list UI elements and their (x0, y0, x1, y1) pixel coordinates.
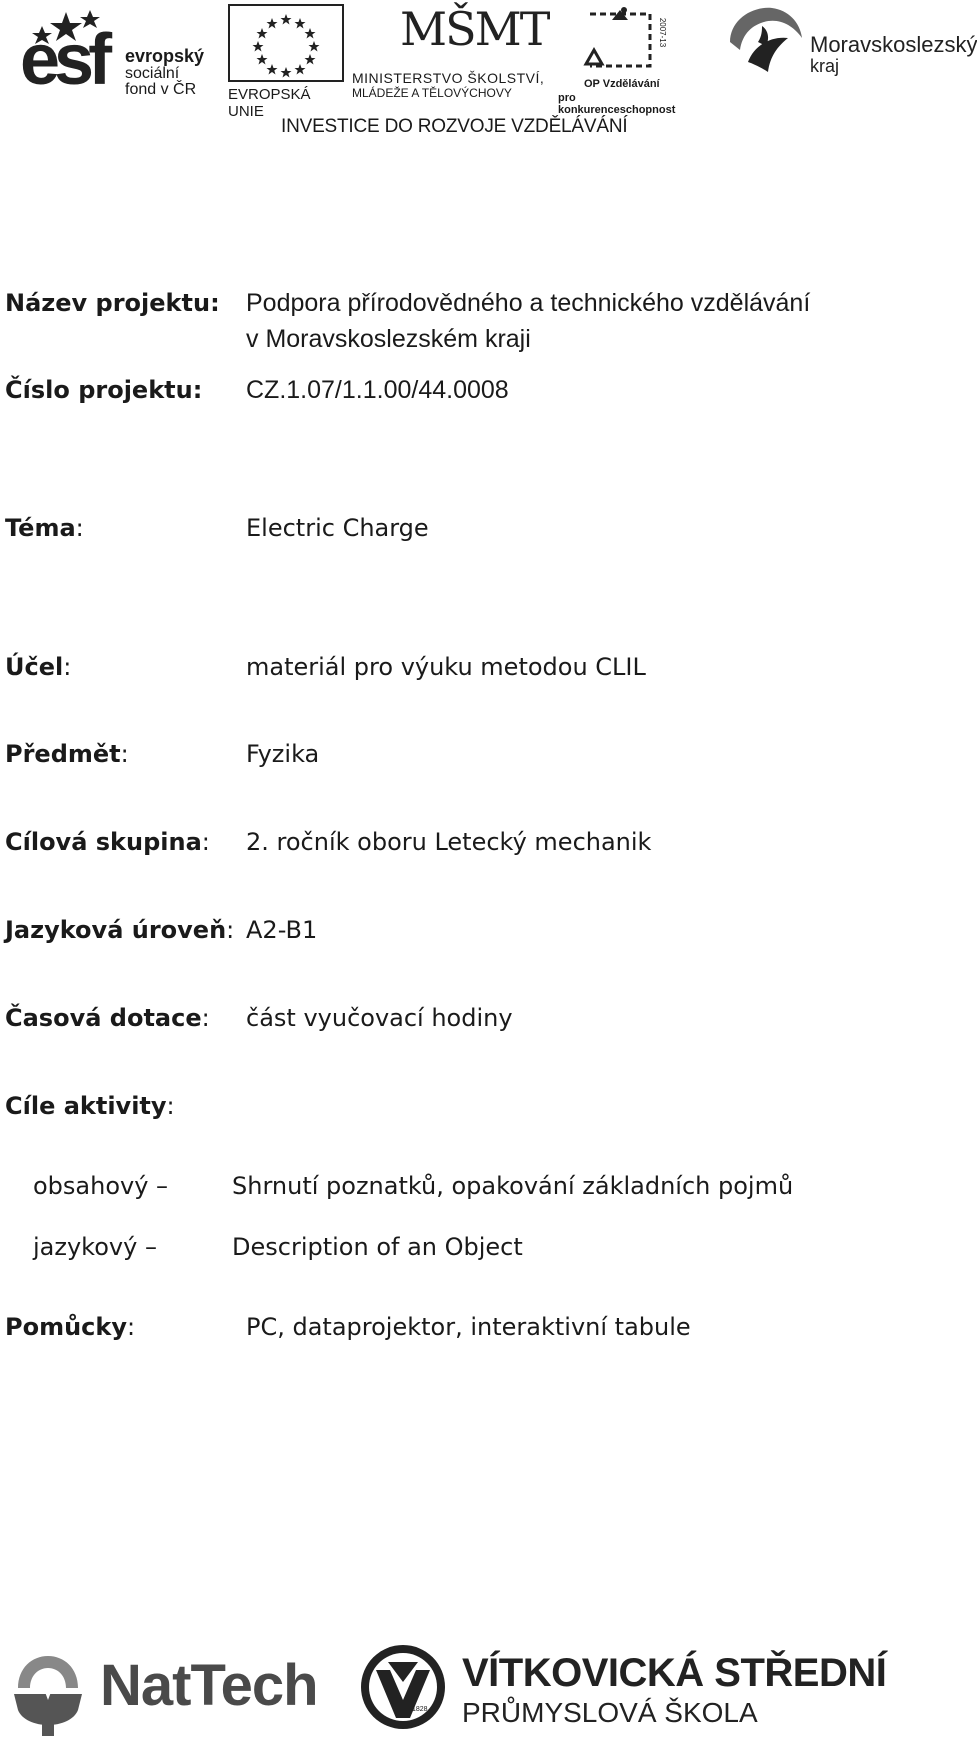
predmet-colon: : (120, 740, 129, 768)
esf-big-text: esf (20, 20, 107, 100)
op-side-text: 2007-13 (658, 17, 668, 48)
field-nazev-label (5, 289, 220, 317)
cile-label: Cíle aktivity (5, 1092, 167, 1120)
uroven-value: A2-B1 (246, 916, 318, 944)
pomucky-label: Pomůcky (5, 1313, 128, 1341)
tema-value: Electric Charge (246, 514, 429, 542)
field-skupina-label (5, 828, 210, 856)
msmt-logo (352, 2, 552, 102)
tema-colon: : (75, 514, 84, 542)
jazykovy-value: Description of an Object (232, 1233, 523, 1261)
eu-flag-icon (228, 4, 344, 82)
eu-logo (228, 4, 346, 120)
school-name-line2: PRŮMYSLOVÁ ŠKOLA (462, 1697, 758, 1728)
op-line1: OP Vzdělávání (584, 78, 660, 90)
obsahovy-label: obsahový – (33, 1172, 169, 1200)
op-line2: pro konkurenceschopnost (558, 92, 676, 116)
op-logo (556, 4, 696, 116)
skupina-colon: : (201, 828, 210, 856)
op-mark-icon (580, 4, 660, 74)
cislo-label: Číslo projektu (5, 376, 193, 404)
kraj-line2: kraj (810, 56, 840, 76)
kraj-line1: Moravskoslezský (810, 32, 977, 57)
uroven-label: Jazyková úroveň (5, 916, 227, 944)
school-emblem-icon (358, 1642, 448, 1732)
field-cislo-label (5, 376, 202, 404)
school-name-line1: VÍTKOVICKÁ STŘEDNÍ (462, 1651, 887, 1695)
kraj-mark-icon (722, 2, 806, 78)
dotace-value: část vyučovací hodiny (246, 1004, 513, 1032)
school-emblem-year: 1828 (412, 1706, 428, 1713)
tema-label: Téma (5, 514, 76, 542)
pomucky-value: PC, dataprojektor, interaktivní tabule (246, 1313, 691, 1341)
uroven-colon: : (226, 916, 235, 944)
ucel-label: Účel (5, 653, 64, 681)
kraj-logo (722, 2, 977, 82)
dotace-colon: : (201, 1004, 210, 1032)
nazev-value-line1: Podpora přírodovědného a technického vzdělávání (246, 289, 811, 317)
tagline: INVESTICE DO ROZVOJE VZDĚLÁVÁNÍ (281, 116, 628, 137)
esf-line3: fond v ČR (125, 81, 197, 98)
field-tema-label (5, 514, 84, 542)
esf-line2: sociální (125, 65, 180, 82)
esf-line1: evropský (125, 46, 205, 66)
ucel-colon: : (63, 653, 72, 681)
ucel-value: materiál pro výuku metodou CLIL (246, 653, 646, 681)
skupina-label: Cílová skupina (5, 828, 202, 856)
predmet-value: Fyzika (246, 740, 320, 768)
nazev-value-line2: v Moravskoslezském kraji (246, 325, 531, 353)
msmt-big-text: MŠMT (400, 2, 549, 56)
esf-logo (22, 6, 222, 98)
nattech-gear-icon (8, 1648, 88, 1738)
msmt-line1: MINISTERSTVO ŠKOLSTVÍ, (352, 70, 545, 86)
dotace-label: Časová dotace (5, 1004, 202, 1032)
field-pomucky-label (5, 1313, 135, 1341)
skupina-value: 2. ročník oboru Letecký mechanik (246, 828, 652, 856)
field-ucel-label (5, 653, 71, 681)
nazev-label: Název projektu (5, 289, 211, 317)
predmet-label: Předmět (5, 740, 121, 768)
field-uroven-label (5, 916, 234, 944)
cislo-value: CZ.1.07/1.1.00/44.0008 (246, 376, 509, 404)
field-cile-label (5, 1092, 175, 1120)
eu-caption: EVROPSKÁ UNIE (228, 86, 311, 120)
pomucky-colon: : (127, 1313, 136, 1341)
field-dotace-label (5, 1004, 210, 1032)
nazev-colon: : (210, 289, 220, 317)
obsahovy-value: Shrnutí poznatků, opakování základních pojmů (232, 1172, 794, 1200)
field-predmet-label (5, 740, 129, 768)
cislo-colon: : (192, 376, 203, 404)
cile-colon: : (166, 1092, 175, 1120)
nattech-wordmark: NatTech (100, 1653, 318, 1718)
jazykovy-label: jazykový – (33, 1233, 157, 1261)
msmt-line2: MLÁDEŽE A TĚLOVÝCHOVY (352, 86, 512, 100)
